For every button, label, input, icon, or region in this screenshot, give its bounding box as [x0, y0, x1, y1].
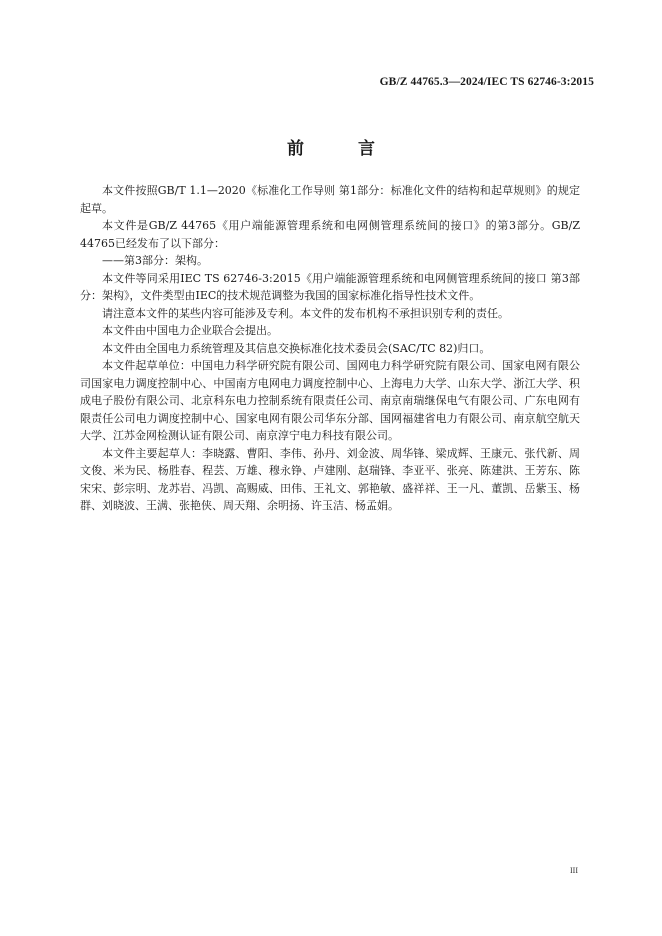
page-number: III — [570, 866, 578, 875]
paragraph-drafting-organizations: 本文件起草单位：中国电力科学研究院有限公司、国网电力科学研究院有限公司、国家电网有限公司国家电力调度控制中心、中国南方电网电力调度控制中心、上海电力大学、山东大学、浙江大学、积成电子股份有限公司、北京科东电力控制系统有限责任公司、南京南瑞继保电气有限公司、广东电网有限责任公司电力调度控制中心、国家电网有限公司华东分部、国网福建省电力有限公司、南京航空航天大学、江苏金网检测认证有限公司、南京淳宁电力科技有限公司。 — [80, 359, 580, 442]
paragraph-proposer: 本文件由中国电力企业联合会提出。 — [102, 324, 278, 337]
paragraph-drafters: 本文件主要起草人：李晓露、曹阳、李伟、孙丹、刘金波、周华锋、梁成辉、王康元、张代新、周文俊、米为民、杨胜春、程芸、万雄、穆永铮、卢建刚、赵瑞锋、李亚平、张亮、陈建洪、王芳东、陈宋宋、彭宗明、龙苏岩、冯凯、高赐威、田伟、王礼文、郭艳敏、盛祥祥、王一凡、董凯、岳紫玉、杨群、刘晓波、王满、张艳侠、周天翔、余明扬、许玉洁、杨孟娟。 — [80, 446, 580, 512]
paragraph-published-part: ——第3部分：架构。 — [102, 254, 208, 267]
page-title: 前 言 — [287, 139, 399, 159]
document-body — [80, 182, 580, 515]
standard-code-header: GB/Z 44765.3—2024/IEC TS 62746-3:2015 — [379, 76, 594, 88]
paragraph-patent-notice: 请注意本文件的某些内容可能涉及专利。本文件的发布机构不承担识别专利的责任。 — [102, 306, 509, 320]
paragraph-adoption: 本文件等同采用IEC TS 62746-3:2015《用户端能源管理系统和电网侧管理系统间的接口 第3部分：架构》，文件类型由IEC的技术规范调整为我国的国家标准化指导性技术文件。 — [80, 271, 580, 302]
paragraph-committee: 本文件由全国电力系统管理及其信息交换标准化技术委员会(SAC/TC 82)归口。 — [102, 341, 491, 355]
paragraph-drafting-rules: 本文件按照GB/T 1.1—2020《标准化工作导则 第1部分：标准化文件的结构和起草规则》的规定起草。 — [80, 184, 580, 215]
paragraph-part-of-series: 本文件是GB/Z 44765《用户端能源管理系统和电网侧管理系统间的接口》的第3部分。GB/Z 44765已经发布了以下部分： — [80, 219, 580, 250]
